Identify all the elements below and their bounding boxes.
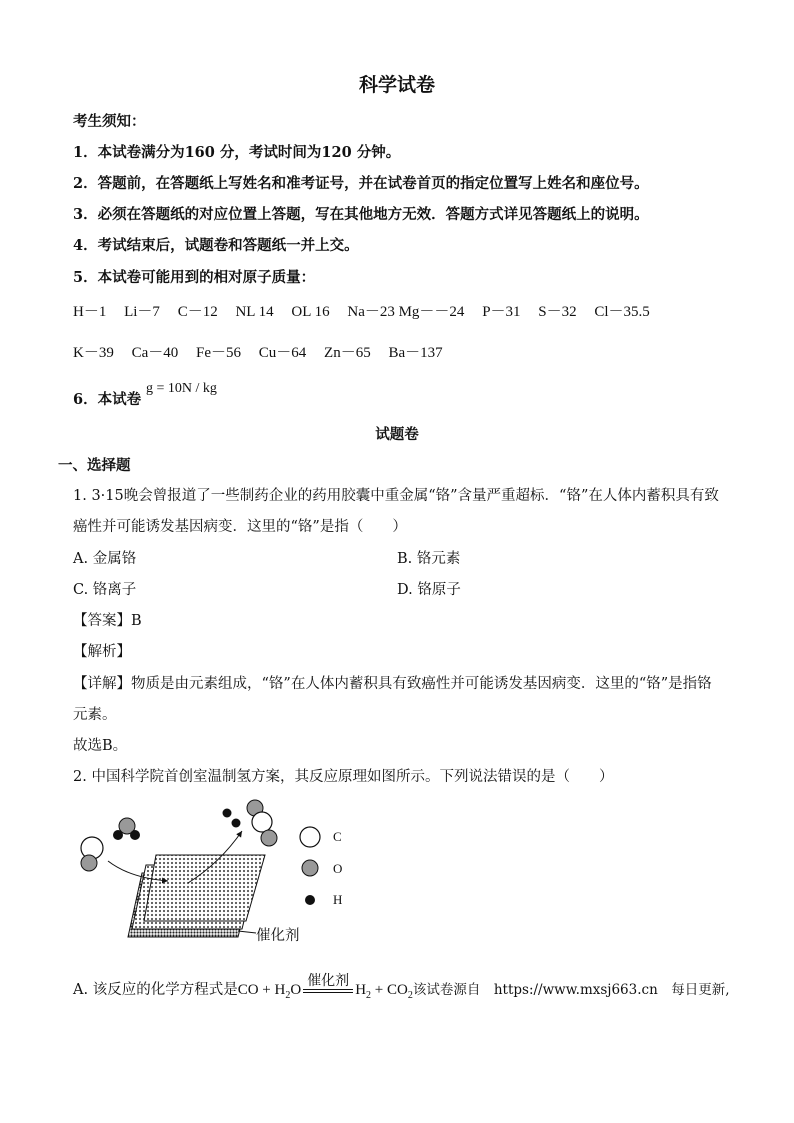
notice-item-6: 6．本试卷 [73,391,142,408]
q1-detail-line1: 【详解】物质是由元素组成，“铬”在人体内蓄积具有致癌性并可能诱发基因病变．这里的“铬”是指铬 [73,676,712,692]
q1-option-d: D. 铬原子 [397,582,461,598]
atom-h-outgoing-1 [223,809,232,818]
mass-p: P－31 [482,304,521,320]
mass-ca: Ca－40 [131,345,179,361]
q1-stem-line1: 1. 3·15晚会曾报道了一些制药企业的药用胶囊中重金属“铬”含量严重超标．“铬”在人体内蓄积具有致 [73,488,719,504]
mass-fe: Fe－56 [196,345,242,361]
source-note: 该试卷源自 https://www.mxsj663.cn 每日更新, [412,982,730,998]
gravity-formula: g = 10N / kg [146,381,217,396]
notice-item-2: 2．答题前，在答题纸上写姓名和准考证号，并在试卷首页的指定位置写上姓名和座位号。 [73,175,649,192]
mass-cl: Cl－35.5 [594,304,650,320]
mass-ba: Ba－137 [388,345,443,361]
part-heading: 一、选择题 [58,457,131,474]
q1-option-a: A. 金属铬 [73,551,137,567]
atomic-masses-row-2 [73,341,457,362]
q1-conclusion: 故选B。 [73,738,128,754]
mass-h: H－1 [73,304,107,320]
q2-option-a [73,973,730,1001]
q2-stem: 2. 中国科学院首创室温制氢方案，其反应原理如图所示。下列说法错误的是（ ） [73,769,614,785]
legend-symbols [296,824,326,914]
notice-heading: 考生须知： [73,113,146,130]
legend-o-label: O [333,861,343,876]
catalyst-pointer [238,931,256,933]
q1-detail-line2: 元素。 [73,707,117,723]
legend-o-symbol [302,860,318,876]
mass-li: Li－7 [124,304,160,320]
atom-h-incoming-2 [130,830,140,840]
mass-n: NL 14 [235,304,274,320]
q2-option-a-prefix: A. 该反应的化学方程式是 [73,982,238,998]
notice-item-4: 4．考试结束后，试题卷和答题纸一并上交。 [73,237,359,254]
legend-c-label: C [333,829,342,844]
legend-h-symbol [305,895,315,905]
mass-k: K－39 [73,345,114,361]
q1-answer: 【答案】B [73,613,142,629]
page-title: 科学试卷 [358,74,435,96]
q1-stem-line2: 癌性并可能诱发基因病变．这里的“铬”是指（ ） [73,519,407,535]
atom-h-incoming-1 [113,830,123,840]
notice-item-1: 1．本试卷满分为160 分，考试时间为120 分钟。 [73,144,401,161]
atom-o-outgoing-2 [261,830,277,846]
mass-c: C－12 [177,304,218,320]
legend-h-label: H [333,892,343,907]
q1-analysis-label: 【解析】 [73,644,131,660]
mass-cu: Cu－64 [258,345,307,361]
equation-right: $H_2 + CO_2$ [355,982,413,1001]
mass-s: S－32 [538,304,577,320]
notice-item-3: 3．必须在答题纸的对应位置上答题，写在其他地方无效．答题方式详见答题纸上的说明。 [73,206,649,223]
mass-na-mg: Na－23 Mg－－24 [347,304,465,320]
mass-o: OL 16 [291,304,330,320]
mass-zn: Zn－65 [324,345,371,361]
notice-item-5: 5．本试卷可能用到的相对原子质量： [73,269,316,286]
catalyst-layer-top [144,855,265,921]
equation-catalyst: 催化剂 [307,973,350,989]
q1-option-b: B. 铬元素 [397,551,461,567]
reaction-condition-arrow [303,973,353,997]
atom-o-incoming-1 [81,855,97,871]
q1-option-c: C. 铬离子 [73,582,137,598]
atom-c-outgoing [252,812,272,832]
section-title: 试题卷 [375,426,419,443]
atom-h-outgoing-2 [232,819,241,828]
legend-c-symbol [300,827,320,847]
equation-left: CO + $H_2O$ [237,982,302,1001]
atomic-masses-row-1 [73,300,664,321]
catalyst-label: 催化剂 [256,928,300,944]
